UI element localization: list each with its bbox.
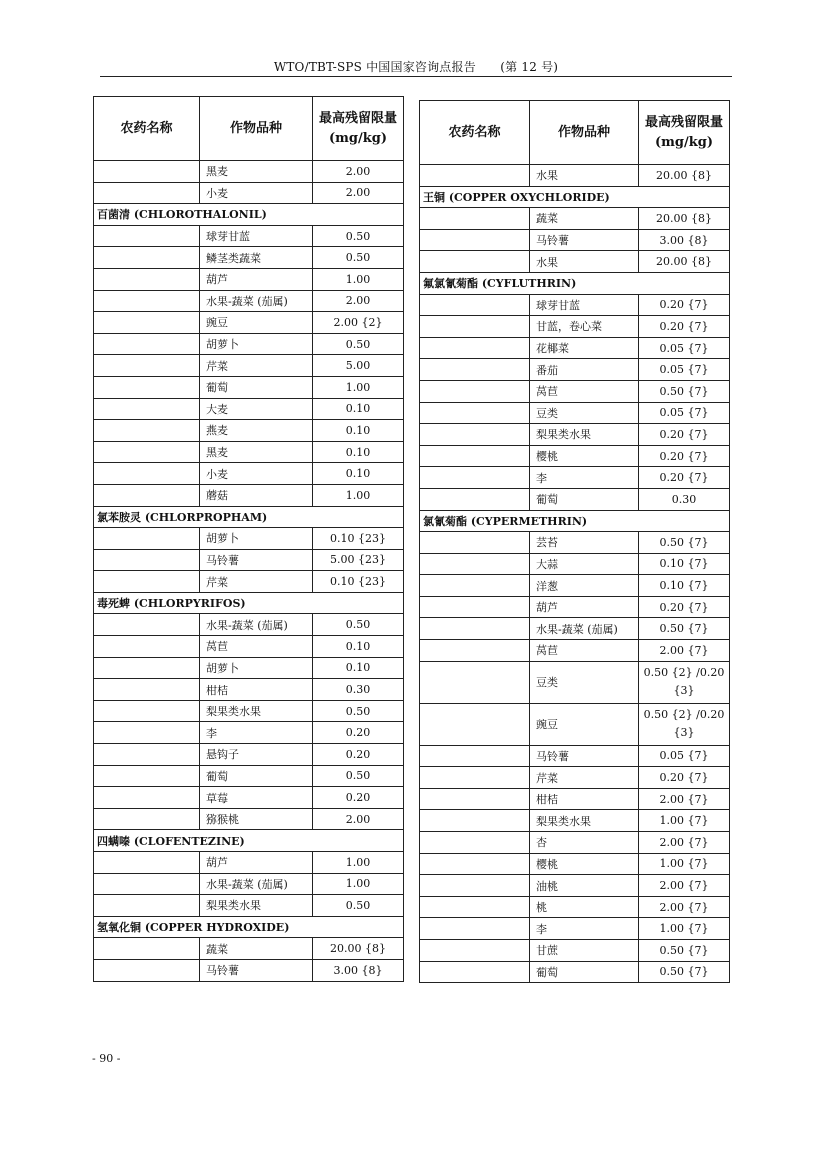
pesticide-cell [420,788,530,810]
crop-cell: 甘蓝，卷心菜 [530,316,639,338]
header-rule [100,76,732,77]
crop-cell: 柑桔 [530,788,639,810]
table-row [420,553,730,575]
crop-cell: 番茄 [530,359,639,381]
mrl-value-cell: 0.50 {7} [639,940,730,962]
crop-cell: 水果-蔬菜 (茄属) [200,290,313,312]
table-row [94,333,404,355]
table-row [420,596,730,618]
mrl-value-cell: 2.00 {7} [639,640,730,662]
table-row [94,744,404,766]
crop-cell: 葫芦 [530,596,639,618]
mrl-value-cell: 1.00 [313,268,404,290]
table-row [94,895,404,917]
crop-cell: 芹菜 [530,767,639,789]
pesticide-cell [94,161,200,183]
mrl-value-cell: 0.20 {7} [639,316,730,338]
pesticide-cell [94,463,200,485]
pesticide-cell [420,703,530,745]
crop-cell: 芹菜 [200,355,313,377]
table-row [420,832,730,854]
column-header-crop: 作物品种 [200,97,313,161]
mrl-value-cell: 2.00 [313,161,404,183]
table-row [94,484,404,506]
table-row [420,229,730,251]
table-row [94,528,404,550]
pesticide-cell [420,402,530,424]
pesticide-cell [94,376,200,398]
mrl-value-cell: 3.00 {8} [639,229,730,251]
table-row [420,294,730,316]
table-row [420,875,730,897]
pesticide-cell [94,636,200,658]
pesticide-cell [420,896,530,918]
crop-cell: 杏 [530,832,639,854]
mrl-value-cell: 0.10 [313,463,404,485]
table-row [94,700,404,722]
crop-cell: 葡萄 [530,961,639,983]
column-header-pesticide: 农药名称 [420,101,530,165]
table-row [94,549,404,571]
mrl-value-cell: 0.20 {7} [639,596,730,618]
table-body-left [94,161,404,982]
mrl-value-cell: 0.10 {7} [639,553,730,575]
table-row [94,376,404,398]
mrl-value-cell: 0.30 [639,488,730,510]
table-row [420,532,730,554]
crop-cell: 樱桃 [530,853,639,875]
pesticide-cell [94,247,200,269]
crop-cell: 马铃薯 [530,745,639,767]
pesticide-cell [94,614,200,636]
table-header-row [420,101,730,165]
table-row [420,618,730,640]
table-row [420,337,730,359]
pesticide-cell [94,549,200,571]
crop-cell: 油桃 [530,875,639,897]
pesticide-cell [420,961,530,983]
mrl-value-cell: 20.00 {8} [639,165,730,187]
crop-cell: 花椰菜 [530,337,639,359]
pesticide-cell [420,918,530,940]
mrl-value-cell: 0.30 [313,679,404,701]
crop-cell: 胡萝卜 [200,528,313,550]
crop-cell: 水果 [530,165,639,187]
table-row [420,745,730,767]
table-row [420,788,730,810]
mrl-value-cell: 0.50 [313,247,404,269]
pesticide-cell [420,380,530,402]
pesticide-cell [94,528,200,550]
crop-cell: 球芽甘蓝 [200,225,313,247]
mrl-value-cell: 0.10 {23} [313,528,404,550]
pesticide-cell [94,722,200,744]
crop-cell: 马铃薯 [200,549,313,571]
crop-cell: 豌豆 [200,312,313,334]
mrl-value-cell: 0.10 [313,636,404,658]
pesticide-cell [94,700,200,722]
crop-cell: 柑桔 [200,679,313,701]
crop-cell: 蔬菜 [530,208,639,230]
table-row [94,808,404,830]
pesticide-cell [420,810,530,832]
mrl-value-cell: 0.20 {7} [639,467,730,489]
table-body-right [420,165,730,983]
mrl-value-cell: 0.05 {7} [639,337,730,359]
crop-cell: 李 [530,918,639,940]
crop-cell: 甘蔗 [530,940,639,962]
table-row [420,940,730,962]
mrl-value-cell: 20.00 {8} [639,251,730,273]
crop-cell: 马铃薯 [530,229,639,251]
table-row [94,247,404,269]
crop-cell: 大蒜 [530,553,639,575]
mrl-value-cell: 1.00 {7} [639,853,730,875]
mrl-value-cell: 0.50 [313,700,404,722]
crop-cell: 水果-蔬菜 (茄属) [200,873,313,895]
section-row [94,916,404,938]
crop-cell: 梨果类水果 [530,810,639,832]
pesticide-cell [420,337,530,359]
mrl-value-cell: 0.50 [313,614,404,636]
pesticide-cell [420,940,530,962]
mrl-value-cell: 1.00 [313,852,404,874]
crop-cell: 猕猴桃 [200,808,313,830]
crop-cell: 莴苣 [200,636,313,658]
mrl-value-cell: 0.05 {7} [639,402,730,424]
pesticide-cell [94,225,200,247]
crop-cell: 水果 [530,251,639,273]
crop-cell: 胡萝卜 [200,657,313,679]
mrl-value-cell: 0.50 {7} [639,532,730,554]
crop-cell: 燕麦 [200,420,313,442]
pesticide-cell [94,333,200,355]
column-header-mrl: 最高残留限量(mg/kg) [639,101,730,165]
mrl-value-cell: 0.50 [313,895,404,917]
pesticide-cell [420,467,530,489]
pesticide-cell [94,398,200,420]
crop-cell: 豆类 [530,661,639,703]
pesticide-cell [94,182,200,204]
table-row [94,441,404,463]
crop-cell: 马铃薯 [200,959,313,981]
table-row [420,445,730,467]
mrl-value-cell: 0.50 [313,225,404,247]
pesticide-cell [94,787,200,809]
mrl-value-cell: 20.00 {8} [639,208,730,230]
pesticide-cell [94,290,200,312]
section-row [94,592,404,614]
mrl-value-cell: 0.10 [313,441,404,463]
pesticide-name: 氯苯胺灵 (CHLORPROPHAM) [94,506,404,528]
pesticide-cell [420,618,530,640]
pesticide-cell [420,488,530,510]
pesticide-cell [94,571,200,593]
crop-cell: 大麦 [200,398,313,420]
crop-cell: 豌豆 [530,703,639,745]
mrl-value-cell: 1.00 [313,376,404,398]
mrl-value-cell: 2.00 {7} [639,832,730,854]
pesticide-cell [94,441,200,463]
pesticide-cell [94,420,200,442]
pesticide-cell [420,640,530,662]
mrl-value-cell: 0.50 [313,333,404,355]
crop-cell: 水果-蔬菜 (茄属) [200,614,313,636]
pesticide-cell [420,596,530,618]
mrl-value-cell: 3.00 {8} [313,959,404,981]
table-row [94,636,404,658]
table-row [420,661,730,703]
crop-cell: 黑麦 [200,161,313,183]
pesticide-cell [420,445,530,467]
mrl-table-right [419,100,730,983]
mrl-value-cell: 2.00 {7} [639,788,730,810]
table-row [420,359,730,381]
crop-cell: 葡萄 [530,488,639,510]
mrl-value-cell: 0.20 [313,722,404,744]
crop-cell: 水果-蔬菜 (茄属) [530,618,639,640]
pesticide-name: 四螨嗪 (CLOFENTEZINE) [94,830,404,852]
crop-cell: 梨果类水果 [530,424,639,446]
table-row [94,161,404,183]
table-row [94,787,404,809]
crop-cell: 鳞茎类蔬菜 [200,247,313,269]
crop-cell: 蔬菜 [200,938,313,960]
table-header-row [94,97,404,161]
table-row [94,268,404,290]
table-row [94,463,404,485]
table-row [420,896,730,918]
crop-cell: 桃 [530,896,639,918]
crop-cell: 豆类 [530,402,639,424]
mrl-value-cell: 2.00 [313,290,404,312]
section-row [420,510,730,532]
table-row [420,640,730,662]
mrl-value-cell: 2.00 [313,808,404,830]
table-row [94,355,404,377]
section-row [94,204,404,226]
table-row [420,165,730,187]
table-row [420,467,730,489]
pesticide-cell [420,294,530,316]
pesticide-cell [420,316,530,338]
mrl-value-cell: 0.20 {7} [639,424,730,446]
mrl-value-cell: 0.10 [313,420,404,442]
table-row [94,398,404,420]
page-number: - 90 - [92,1052,121,1065]
table-row [420,424,730,446]
pesticide-cell [420,251,530,273]
pesticide-name: 氢氧化铜 (COPPER HYDROXIDE) [94,916,404,938]
table-row [420,918,730,940]
table-row [420,208,730,230]
table-row [420,316,730,338]
column-header-pesticide: 农药名称 [94,97,200,161]
table-row [94,765,404,787]
pesticide-cell [94,657,200,679]
pesticide-cell [420,532,530,554]
crop-cell: 樱桃 [530,445,639,467]
pesticide-cell [94,679,200,701]
mrl-value-cell: 0.50 {7} [639,380,730,402]
table-row [420,703,730,745]
table-row [94,225,404,247]
pesticide-cell [94,355,200,377]
mrl-value-cell: 0.10 {23} [313,571,404,593]
mrl-value-cell: 0.10 {7} [639,575,730,597]
mrl-value-cell: 2.00 {7} [639,896,730,918]
pesticide-cell [94,744,200,766]
crop-cell: 葫芦 [200,852,313,874]
table-row [420,575,730,597]
pesticide-cell [94,312,200,334]
crop-cell: 胡萝卜 [200,333,313,355]
mrl-value-cell: 2.00 [313,182,404,204]
mrl-value-cell: 1.00 {7} [639,918,730,940]
pesticide-name: 氯氰菊酯 (CYPERMETHRIN) [420,510,730,532]
mrl-value-cell: 20.00 {8} [313,938,404,960]
mrl-value-cell: 0.50 [313,765,404,787]
section-row [94,830,404,852]
crop-cell: 草莓 [200,787,313,809]
mrl-value-cell: 0.20 {7} [639,767,730,789]
crop-cell: 小麦 [200,182,313,204]
mrl-value-cell: 1.00 [313,484,404,506]
mrl-value-cell: 5.00 {23} [313,549,404,571]
pesticide-cell [94,959,200,981]
table-row [420,853,730,875]
mrl-value-cell: 0.10 [313,657,404,679]
pesticide-cell [420,359,530,381]
mrl-value-cell: 0.05 {7} [639,745,730,767]
crop-cell: 莴苣 [530,640,639,662]
pesticide-cell [94,765,200,787]
section-row [420,186,730,208]
crop-cell: 悬钩子 [200,744,313,766]
mrl-value-cell: 1.00 {7} [639,810,730,832]
mrl-value-cell: 0.20 [313,787,404,809]
table-row [420,402,730,424]
page-header: WTO/TBT-SPS 中国国家咨询点报告 (第 12 号) [273,60,559,74]
table-row [94,938,404,960]
pesticide-cell [420,208,530,230]
mrl-value-cell: 5.00 [313,355,404,377]
pesticide-name: 百菌清 (CHLOROTHALONIL) [94,204,404,226]
mrl-value-cell: 0.20 {7} [639,445,730,467]
pesticide-cell [94,873,200,895]
pesticide-cell [94,852,200,874]
crop-cell: 小麦 [200,463,313,485]
column-header-mrl: 最高残留限量(mg/kg) [313,97,404,161]
pesticide-name: 氟氯氰菊酯 (CYFLUTHRIN) [420,272,730,294]
crop-cell: 梨果类水果 [200,700,313,722]
mrl-table-left [93,96,404,982]
pesticide-cell [420,165,530,187]
table-row [420,380,730,402]
crop-cell: 李 [530,467,639,489]
pesticide-cell [420,661,530,703]
section-row [420,272,730,294]
pesticide-cell [94,938,200,960]
column-header-crop: 作物品种 [530,101,639,165]
section-row [94,506,404,528]
mrl-value-cell: 0.05 {7} [639,359,730,381]
pesticide-cell [420,832,530,854]
pesticide-cell [420,575,530,597]
pesticide-cell [420,767,530,789]
crop-cell: 芹菜 [200,571,313,593]
mrl-value-cell: 0.10 [313,398,404,420]
crop-cell: 黑麦 [200,441,313,463]
table-row [94,679,404,701]
crop-cell: 蘑菇 [200,484,313,506]
table-row [94,873,404,895]
table-row [94,290,404,312]
table-row [420,810,730,832]
table-row [420,961,730,983]
table-row [420,251,730,273]
pesticide-name: 毒死蜱 (CHLORPYRIFOS) [94,592,404,614]
crop-cell: 球芽甘蓝 [530,294,639,316]
table-row [420,488,730,510]
pesticide-cell [94,808,200,830]
crop-cell: 芸苔 [530,532,639,554]
pesticide-cell [94,484,200,506]
crop-cell: 葡萄 [200,765,313,787]
table-row [94,614,404,636]
crop-cell: 葡萄 [200,376,313,398]
table-row [94,182,404,204]
pesticide-cell [420,875,530,897]
mrl-value-cell: 2.00 {7} [639,875,730,897]
pesticide-cell [420,553,530,575]
pesticide-cell [420,229,530,251]
mrl-value-cell: 1.00 [313,873,404,895]
pesticide-cell [94,268,200,290]
mrl-value-cell: 2.00 {2} [313,312,404,334]
pesticide-cell [420,424,530,446]
mrl-value-cell: 0.50 {2} /0.20 {3} [639,661,730,703]
pesticide-name: 王铜 (COPPER OXYCHLORIDE) [420,186,730,208]
mrl-value-cell: 0.50 {7} [639,961,730,983]
pesticide-cell [94,895,200,917]
mrl-value-cell: 0.20 [313,744,404,766]
crop-cell: 洋葱 [530,575,639,597]
mrl-value-cell: 0.50 {2} /0.20 {3} [639,703,730,745]
mrl-value-cell: 0.20 {7} [639,294,730,316]
table-row [94,657,404,679]
table-row [420,767,730,789]
table-row [94,959,404,981]
mrl-value-cell: 0.50 {7} [639,618,730,640]
crop-cell: 李 [200,722,313,744]
crop-cell: 葫芦 [200,268,313,290]
table-row [94,852,404,874]
pesticide-cell [420,745,530,767]
crop-cell: 莴苣 [530,380,639,402]
table-row [94,312,404,334]
crop-cell: 梨果类水果 [200,895,313,917]
pesticide-cell [420,853,530,875]
table-row [94,722,404,744]
table-row [94,420,404,442]
table-row [94,571,404,593]
